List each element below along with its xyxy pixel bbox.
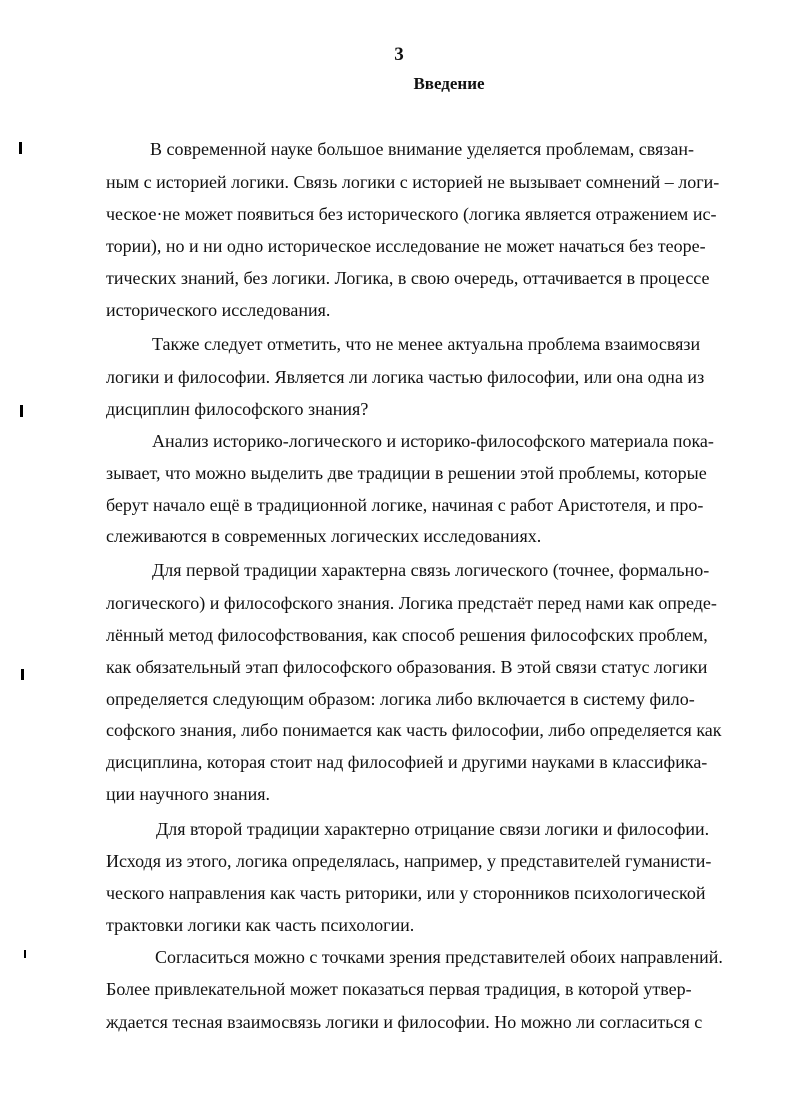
text-line: софского знания, либо понимается как часть философии, либо определяется как [106, 720, 722, 740]
text-line: логического) и философского знания. Логика предстаёт перед нами как опреде- [106, 593, 717, 613]
scan-margin-mark [21, 669, 24, 680]
text-line: В современной науке большое внимание уделяется проблемам, связан- [150, 139, 695, 159]
text-line: Для первой традиции характерна связь логического (точнее, формально- [152, 560, 710, 580]
text-line: как обязательный этап философского образования. В этой связи статус логики [106, 657, 708, 677]
text-line: дисциплина, которая стоит над философией и другими науками в классифика- [106, 752, 708, 772]
text-line: ждается тесная взаимосвязь логики и философии. Но можно ли согласиться с [106, 1012, 703, 1032]
text-line: ции научного знания. [106, 784, 271, 804]
text-line: тических знаний, без логики. Логика, в свою очередь, оттачивается в процессе [106, 268, 710, 288]
text-line: Исходя из этого, логика определялась, например, у представителей гуманисти- [106, 851, 712, 871]
text-line: ческого направления как часть риторики, или у сторонников психологической [106, 883, 706, 903]
text-line: слеживаются в современных логических исследованиях. [106, 526, 542, 546]
text-line: ческое·не может появиться без исторического (логика является отражением ис- [106, 204, 717, 224]
text-line: Также следует отметить, что не менее актуальна проблема взаимосвязи [152, 334, 701, 354]
text-line: Более привлекательной может показаться первая традиция, в которой утвер- [106, 979, 692, 999]
text-line: исторического исследования. [106, 300, 331, 320]
text-line: ным с историей логики. Связь логики с историей не вызывает сомнений – логи- [106, 172, 720, 192]
section-heading: Введение [413, 74, 485, 93]
text-line: дисциплин философского знания? [106, 399, 369, 419]
scan-margin-mark [24, 950, 26, 958]
scan-margin-mark [20, 405, 23, 417]
page-number: 3 [394, 44, 404, 65]
text-line: логики и философии. Является ли логика частью философии, или она одна из [106, 367, 705, 387]
text-line: лённый метод философствования, как способ решения философских проблем, [106, 625, 708, 645]
text-line: трактовки логики как часть психологии. [106, 915, 415, 935]
text-line: тории), но и ни одно историческое исследование не может начаться без теоре- [106, 236, 706, 256]
text-line: берут начало ещё в традиционной логике, начиная с работ Аристотеля, и про- [106, 495, 704, 515]
text-line: Согласиться можно с точками зрения представителей обоих направлений. [155, 947, 723, 967]
text-line: Анализ историко-логического и историко-философского материала пока- [152, 431, 714, 451]
text-line: зывает, что можно выделить две традиции в решении этой проблемы, которые [106, 463, 707, 483]
scan-margin-mark [19, 142, 22, 154]
text-line: Для второй традиции характерно отрицание связи логики и философии. [156, 819, 710, 839]
text-line: определяется следующим образом: логика либо включается в систему фило- [106, 689, 695, 709]
